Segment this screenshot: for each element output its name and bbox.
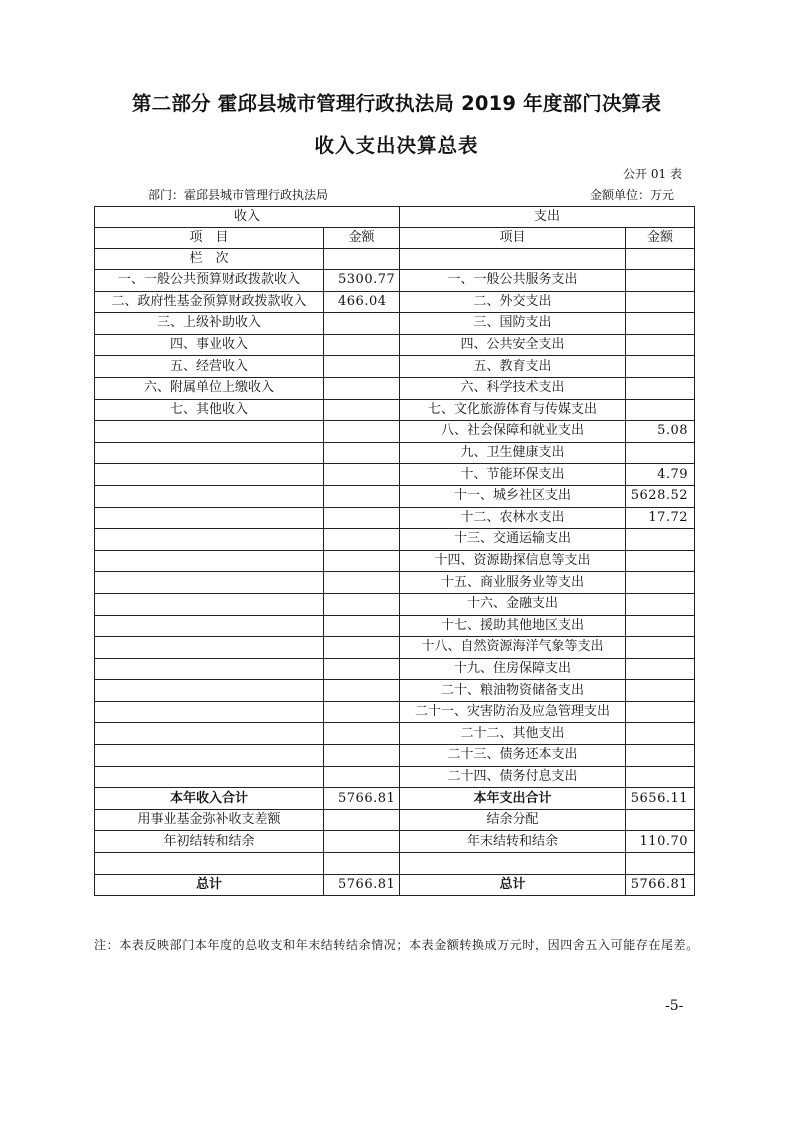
grand-total-label-left: 总计: [95, 874, 324, 896]
income-amount: [324, 377, 400, 399]
income-total-label: 本年收入合计: [95, 788, 324, 810]
expense-item: 六、科学技术支出: [400, 377, 626, 399]
expense-amount: [626, 529, 695, 551]
table-row: [95, 658, 695, 680]
grand-total-left: 5766.81: [324, 874, 400, 896]
table-row: [95, 270, 695, 292]
expense-item: 八、社会保障和就业支出: [400, 421, 626, 443]
empty-cell: [400, 853, 626, 875]
form-number: 公开 01 表: [623, 167, 682, 181]
income-item: [95, 723, 324, 745]
expense-header: 支出: [400, 207, 695, 228]
income-item: [95, 421, 324, 443]
expense-item: 二、外交支出: [400, 291, 626, 313]
income-item: [95, 615, 324, 637]
column-index-label: 栏 次: [95, 249, 324, 270]
income-item: [95, 680, 324, 702]
income-item: [95, 637, 324, 659]
income-item: [95, 572, 324, 594]
ending-balance-value: 110.70: [626, 831, 695, 853]
income-item: 二、政府性基金预算财政拨款收入: [95, 291, 324, 313]
fund-balance-row: [95, 809, 695, 831]
table-title: 收入支出决算总表: [314, 134, 479, 157]
expense-item: 十四、资源勘探信息等支出: [400, 550, 626, 572]
expense-total-label: 本年支出合计: [400, 788, 626, 810]
table-footer: [95, 788, 695, 896]
income-item: [95, 442, 324, 464]
expense-item: 二十二、其他支出: [400, 723, 626, 745]
ending-balance-label: 年末结转和结余: [400, 831, 626, 853]
surplus-distribution-label: 结余分配: [400, 809, 626, 831]
empty-cell: [95, 853, 324, 875]
table-row: [95, 701, 695, 723]
empty-cell: [400, 249, 626, 270]
table-row: [95, 550, 695, 572]
expense-amount: [626, 399, 695, 421]
page-number: -5-: [665, 998, 684, 1014]
income-amount: [324, 421, 400, 443]
expense-amount: [626, 313, 695, 335]
expense-amount: 5628.52: [626, 485, 695, 507]
table-row: [95, 291, 695, 313]
grand-total-right: 5766.81: [626, 874, 695, 896]
table-body: [95, 207, 695, 788]
expense-item: 三、国防支出: [400, 313, 626, 335]
expense-amount: [626, 593, 695, 615]
income-amount: [324, 572, 400, 594]
expense-amount: [626, 615, 695, 637]
table-row: [95, 572, 695, 594]
income-amount: [324, 529, 400, 551]
expense-item: 十七、援助其他地区支出: [400, 615, 626, 637]
empty-cell: [626, 809, 695, 831]
income-item: 四、事业收入: [95, 334, 324, 356]
expense-item: 十二、农林水支出: [400, 507, 626, 529]
expense-item: 十六、金融支出: [400, 593, 626, 615]
blank-row: [95, 853, 695, 875]
expense-amount: [626, 701, 695, 723]
expense-amount: [626, 550, 695, 572]
expense-amount: [626, 291, 695, 313]
income-amount: [324, 701, 400, 723]
income-amount: [324, 399, 400, 421]
grand-total-row: [95, 874, 695, 896]
income-item: 六、附属单位上缴收入: [95, 377, 324, 399]
income-amount: 466.04: [324, 291, 400, 313]
table-row: [95, 334, 695, 356]
balance-row: [95, 831, 695, 853]
expense-item: 二十三、债务还本支出: [400, 745, 626, 767]
income-amount: [324, 464, 400, 486]
table-section-header: [95, 207, 695, 228]
income-amount: [324, 442, 400, 464]
expense-item: 十八、自然资源海洋气象等支出: [400, 637, 626, 659]
income-amount: [324, 334, 400, 356]
income-item: [95, 507, 324, 529]
table-row: [95, 680, 695, 702]
income-amount: 5300.77: [324, 270, 400, 292]
expense-item: 九、卫生健康支出: [400, 442, 626, 464]
column-index-row: [95, 249, 695, 270]
income-amount: [324, 745, 400, 767]
income-amount: [324, 550, 400, 572]
expense-amount: [626, 745, 695, 767]
expense-item: 五、教育支出: [400, 356, 626, 378]
department-label: 部门：霍邱县城市管理行政执法局: [148, 188, 329, 202]
income-amount: [324, 507, 400, 529]
table-row: [95, 313, 695, 335]
expense-amount: [626, 572, 695, 594]
table-row: [95, 356, 695, 378]
income-item: [95, 766, 324, 788]
expense-item: 二十一、灾害防治及应急管理支出: [400, 701, 626, 723]
fund-balance-label: 用事业基金弥补收支差额: [95, 809, 324, 831]
footnote: 注：本表反映部门本年度的总收支和年末结转结余情况；本表金额转换成万元时，因四舍五入可能存在尾差。: [94, 938, 699, 952]
expense-amount: [626, 270, 695, 292]
empty-cell: [324, 249, 400, 270]
expense-item: 四、公共安全支出: [400, 334, 626, 356]
income-amount: [324, 485, 400, 507]
table-row: [95, 745, 695, 767]
table-row: [95, 615, 695, 637]
table-row: [95, 723, 695, 745]
expense-amount: [626, 658, 695, 680]
table-row: [95, 442, 695, 464]
income-item: [95, 701, 324, 723]
table-row: [95, 421, 695, 443]
expense-amount: [626, 442, 695, 464]
expense-amount: [626, 334, 695, 356]
unit-label: 金额单位：万元: [589, 188, 674, 202]
expense-amount: 17.72: [626, 507, 695, 529]
expense-amount: [626, 680, 695, 702]
expense-amount: [626, 377, 695, 399]
expense-item: 十九、住房保障支出: [400, 658, 626, 680]
expense-amount: [626, 356, 695, 378]
expense-item: 二十四、债务付息支出: [400, 766, 626, 788]
col-amount-right: 金额: [626, 228, 695, 249]
income-amount: [324, 766, 400, 788]
col-item-left: 项 目: [95, 228, 324, 249]
table-row: [95, 637, 695, 659]
empty-cell: [626, 249, 695, 270]
expense-amount: [626, 723, 695, 745]
col-item-right: 项目: [400, 228, 626, 249]
annual-total-row: [95, 788, 695, 810]
income-item: [95, 745, 324, 767]
meta-row: [148, 186, 674, 203]
empty-cell: [324, 853, 400, 875]
income-amount: [324, 680, 400, 702]
empty-cell: [626, 853, 695, 875]
income-item: 七、其他收入: [95, 399, 324, 421]
table-row: [95, 529, 695, 551]
income-item: 五、经营收入: [95, 356, 324, 378]
table-row: [95, 593, 695, 615]
income-item: [95, 464, 324, 486]
beginning-balance-label: 年初结转和结余: [95, 831, 324, 853]
table-row: [95, 377, 695, 399]
empty-cell: [324, 831, 400, 853]
table-row: [95, 766, 695, 788]
table-row: [95, 485, 695, 507]
expense-total-value: 5656.11: [626, 788, 695, 810]
income-amount: [324, 723, 400, 745]
expense-amount: [626, 637, 695, 659]
expense-item: 十、节能环保支出: [400, 464, 626, 486]
expense-item: 七、文化旅游体育与传媒支出: [400, 399, 626, 421]
income-total-value: 5766.81: [324, 788, 400, 810]
income-item: 三、上级补助收入: [95, 313, 324, 335]
grand-total-label-right: 总计: [400, 874, 626, 896]
table-column-header: [95, 228, 695, 249]
expense-item: 一、一般公共服务支出: [400, 270, 626, 292]
table-row: [95, 399, 695, 421]
income-item: 一、一般公共预算财政拨款收入: [95, 270, 324, 292]
income-amount: [324, 637, 400, 659]
income-item: [95, 529, 324, 551]
income-item: [95, 550, 324, 572]
income-amount: [324, 615, 400, 637]
empty-cell: [324, 809, 400, 831]
income-item: [95, 658, 324, 680]
expense-item: 十五、商业服务业等支出: [400, 572, 626, 594]
col-amount-left: 金额: [324, 228, 400, 249]
expense-item: 十三、交通运输支出: [400, 529, 626, 551]
income-amount: [324, 593, 400, 615]
income-amount: [324, 313, 400, 335]
table-row: [95, 507, 695, 529]
expense-item: 二十、粮油物资储备支出: [400, 680, 626, 702]
income-item: [95, 485, 324, 507]
income-header: 收入: [95, 207, 400, 228]
page-title: 第二部分 霍邱县城市管理行政执法局 2019 年度部门决算表: [131, 92, 662, 115]
income-item: [95, 593, 324, 615]
expense-amount: 5.08: [626, 421, 695, 443]
table-row: [95, 464, 695, 486]
expense-amount: 4.79: [626, 464, 695, 486]
expense-amount: [626, 766, 695, 788]
income-amount: [324, 356, 400, 378]
budget-summary-table: [94, 206, 695, 896]
income-amount: [324, 658, 400, 680]
expense-item: 十一、城乡社区支出: [400, 485, 626, 507]
